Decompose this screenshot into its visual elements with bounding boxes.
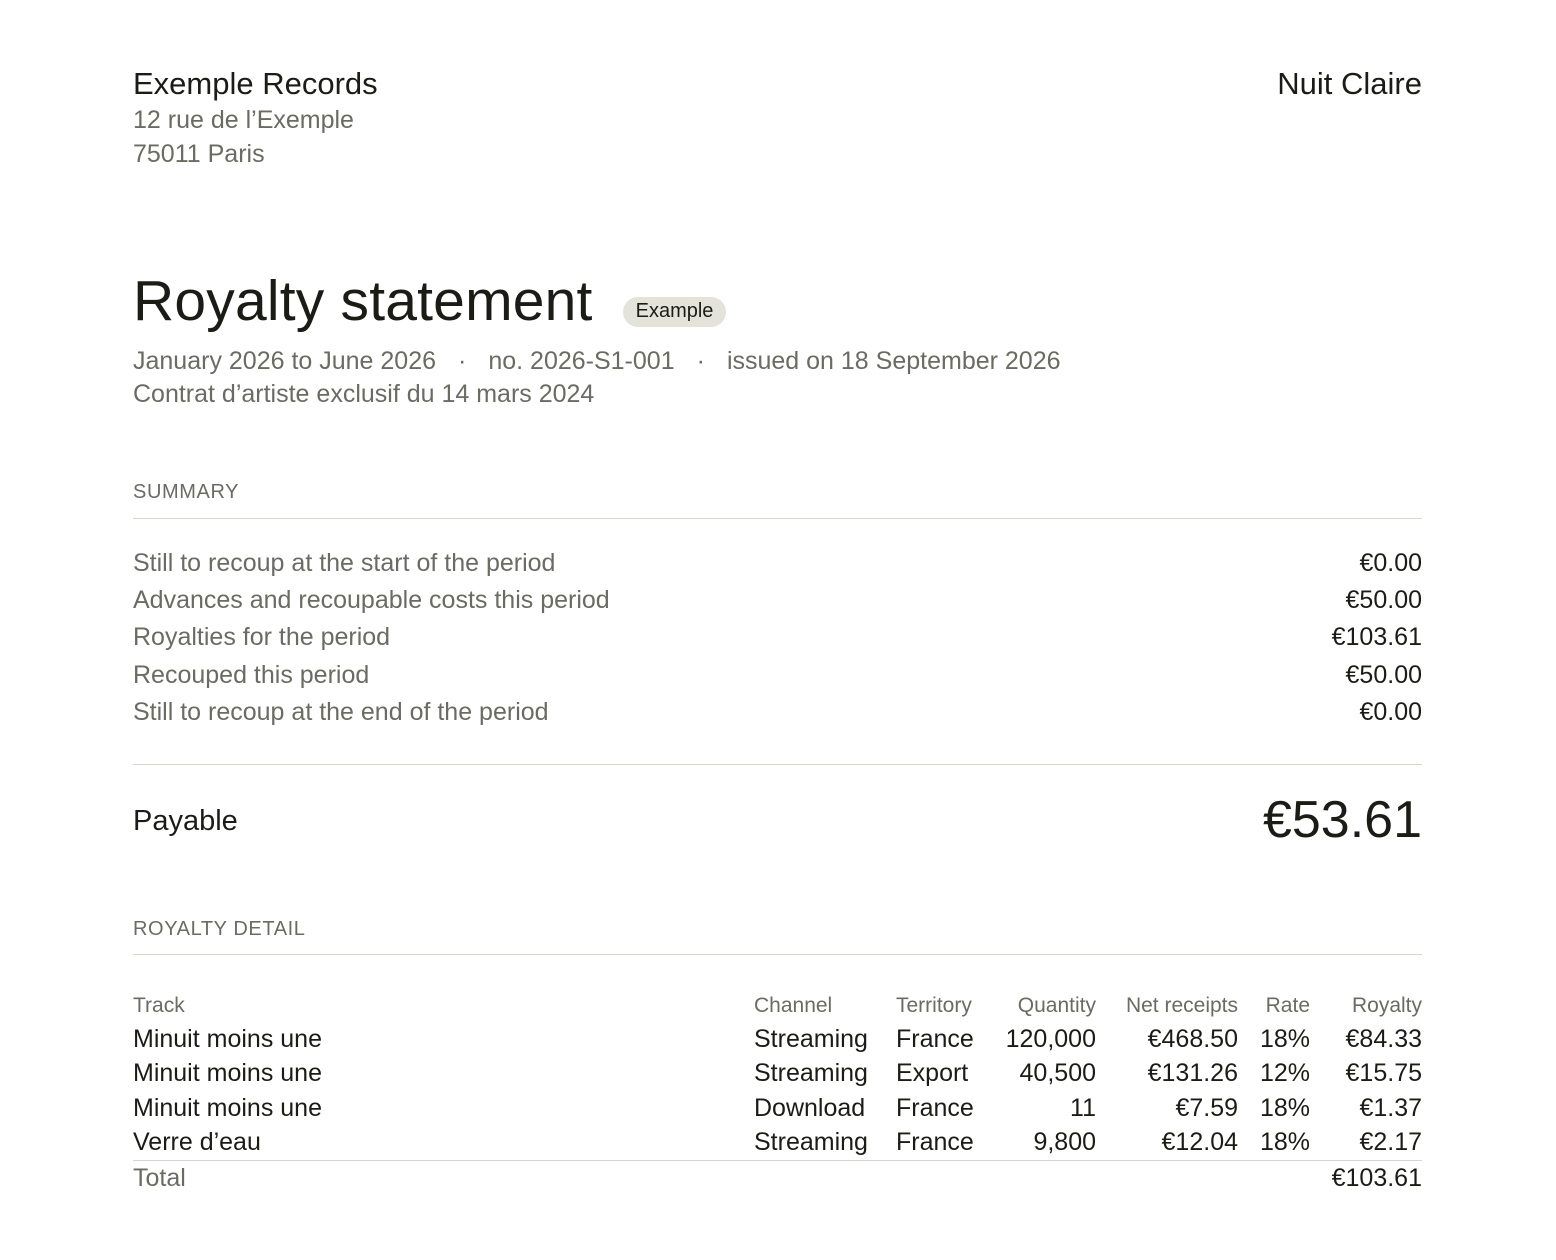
cell-channel: Streaming <box>754 1024 868 1053</box>
summary-row <box>133 583 1422 617</box>
cell-royalty: €15.75 <box>1345 1059 1422 1088</box>
cell-rate: 18% <box>1259 1093 1310 1122</box>
statement-meta <box>133 347 1061 376</box>
summary-heading: SUMMARY <box>133 481 240 503</box>
column-header-channel: Channel <box>754 994 833 1017</box>
cell-rate: 18% <box>1259 1128 1310 1157</box>
cell-track: Minuit moins une <box>133 1093 322 1122</box>
cell-rate: 12% <box>1259 1059 1310 1088</box>
column-header-rate: Rate <box>1265 994 1310 1017</box>
cell-track: Minuit moins une <box>133 1059 322 1088</box>
cell-quantity: 40,500 <box>1019 1059 1096 1088</box>
cell-net-receipts: €131.26 <box>1147 1059 1238 1088</box>
cell-net-receipts: €12.04 <box>1161 1128 1238 1157</box>
summary-row-value: €50.00 <box>1345 585 1422 614</box>
example-badge: Example <box>623 297 727 327</box>
separator-dot: · <box>458 347 467 375</box>
cell-quantity: 11 <box>1070 1093 1096 1122</box>
artist-name: Nuit Claire <box>1277 66 1422 101</box>
summary-row-value: €50.00 <box>1345 660 1422 689</box>
cell-royalty: €2.17 <box>1359 1128 1422 1157</box>
royalty-detail-table <box>133 990 1422 1196</box>
label-address-line1: 12 rue de l’Exemple <box>133 106 354 134</box>
label-address-line2: 75011 Paris <box>133 140 265 168</box>
contract-reference: Contrat d’artiste exclusif du 14 mars 2024 <box>133 380 595 408</box>
separator-dot: · <box>696 347 705 375</box>
summary-row-label: Still to recoup at the end of the period <box>133 697 549 726</box>
payable-divider <box>133 764 1422 765</box>
cell-rate: 18% <box>1259 1024 1310 1053</box>
summary-row <box>133 695 1422 729</box>
summary-row <box>133 658 1422 692</box>
total-royalty: €103.61 <box>1310 1160 1422 1196</box>
cell-territory: France <box>896 1024 974 1053</box>
cell-quantity: 9,800 <box>1033 1128 1096 1157</box>
cell-territory: Export <box>896 1059 969 1088</box>
page-title: Royalty statement <box>133 269 593 333</box>
summary-row-value: €0.00 <box>1359 697 1422 726</box>
cell-territory: France <box>896 1128 974 1157</box>
label-name: Exemple Records <box>133 66 378 101</box>
cell-channel: Download <box>754 1093 866 1122</box>
summary-row <box>133 546 1422 580</box>
column-header-quantity: Quantity <box>1017 994 1096 1017</box>
cell-territory: France <box>896 1093 974 1122</box>
cell-royalty: €84.33 <box>1345 1024 1422 1053</box>
title-row <box>133 268 726 334</box>
summary-row-label: Advances and recoupable costs this period <box>133 585 610 614</box>
table-header-row <box>133 990 1422 1022</box>
royalty-statement-page <box>133 0 1422 1260</box>
cell-net-receipts: €7.59 <box>1175 1093 1238 1122</box>
cell-channel: Streaming <box>754 1059 868 1088</box>
table-row <box>133 1022 1422 1057</box>
cell-channel: Streaming <box>754 1128 868 1157</box>
cell-quantity: 120,000 <box>1005 1024 1096 1053</box>
summary-divider <box>133 518 1422 519</box>
summary-row-value: €103.61 <box>1331 622 1422 651</box>
statement-number: no. 2026-S1-001 <box>488 347 675 375</box>
cell-track: Verre d’eau <box>133 1128 261 1157</box>
column-header-royalty: Royalty <box>1351 994 1422 1017</box>
table-row <box>133 1126 1422 1161</box>
column-header-territory: Territory <box>896 994 972 1017</box>
summary-row-label: Royalties for the period <box>133 622 391 651</box>
payable-amount: €53.61 <box>1262 791 1422 849</box>
royalty-detail-divider <box>133 954 1422 955</box>
total-label: Total <box>133 1160 1310 1196</box>
statement-period: January 2026 to June 2026 <box>133 347 437 375</box>
column-header-track: Track <box>133 994 185 1017</box>
summary-row-label: Still to recoup at the start of the period <box>133 548 556 577</box>
table-row <box>133 1091 1422 1126</box>
summary-row-value: €0.00 <box>1359 548 1422 577</box>
cell-royalty: €1.37 <box>1359 1093 1422 1122</box>
table-row <box>133 1057 1422 1092</box>
cell-track: Minuit moins une <box>133 1024 322 1053</box>
summary-row <box>133 620 1422 654</box>
column-header-net-receipts: Net receipts <box>1125 994 1238 1017</box>
total-row <box>133 1160 1422 1196</box>
payable-label: Payable <box>133 805 238 837</box>
cell-net-receipts: €468.50 <box>1147 1024 1238 1053</box>
statement-issued-date: issued on 18 September 2026 <box>726 347 1061 375</box>
royalty-detail-heading: ROYALTY DETAIL <box>133 918 306 940</box>
summary-row-label: Recouped this period <box>133 660 370 689</box>
